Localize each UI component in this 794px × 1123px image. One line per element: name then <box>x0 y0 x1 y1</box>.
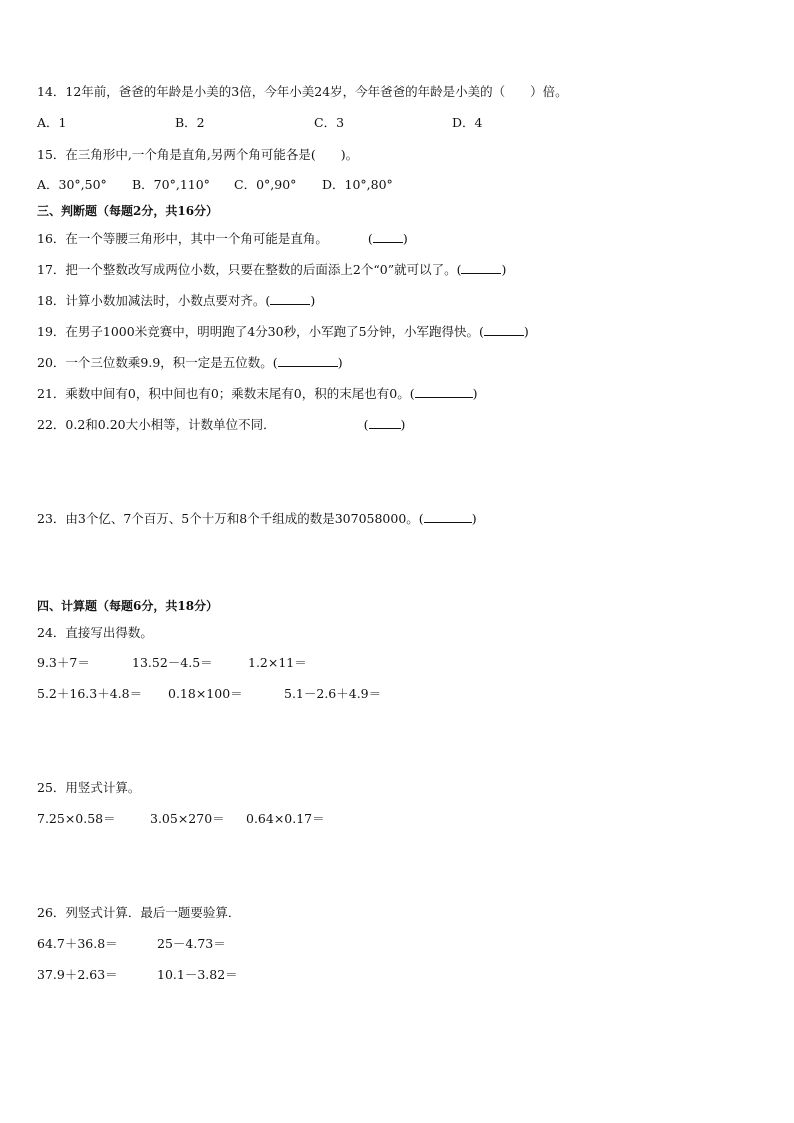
q24-expr-1: 9.3＋7＝ <box>37 655 90 670</box>
q21: 21．乘数中间有0，积中间也有0；乘数末尾有0，积的末尾也有0。( ) <box>37 386 478 401</box>
q24-expr-4: 5.2＋16.3＋4.8＝ <box>37 686 143 701</box>
q20-answer-blank[interactable] <box>278 354 338 367</box>
q26-stem: 26．列竖式计算．最后一题要验算． <box>37 905 241 920</box>
q26-expr-4: 10.1－3.82＝ <box>157 967 238 982</box>
q15-stem: 15．在三角形中,一个角是直角,另两个角可能各是( )。 <box>37 147 359 162</box>
q21-answer-blank[interactable] <box>415 385 473 398</box>
q19-answer-blank[interactable] <box>484 323 524 336</box>
q26-expr-2: 25－4.73＝ <box>157 936 226 951</box>
q14-option-c: C．3 <box>314 115 345 130</box>
q24-expr-6: 5.1－2.6＋4.9＝ <box>284 686 382 701</box>
q18: 18．计算小数加减法时，小数点要对齐。( ) <box>37 293 316 308</box>
q14-option-d: D．4 <box>452 115 483 130</box>
q14-option-b: B．2 <box>175 115 205 130</box>
q26-expr-3: 37.9＋2.63＝ <box>37 967 118 982</box>
q20: 20．一个三位数乘9.9，积一定是五位数。( ) <box>37 355 343 370</box>
q25-expr-1: 7.25×0.58＝ <box>37 811 116 826</box>
q14-stem: 14．12年前，爸爸的年龄是小美的3倍，今年小美24岁，今年爸爸的年龄是小美的（ ）倍。 <box>37 84 568 99</box>
q25-expr-2: 3.05×270＝ <box>150 811 225 826</box>
q16: 16．在一个等腰三角形中，其中一个角可能是直角。 ( ) <box>37 231 408 246</box>
q25-stem: 25．用竖式计算。 <box>37 780 141 795</box>
q24-expr-3: 1.2×11＝ <box>248 655 307 670</box>
q14-option-a: A．1 <box>37 115 67 130</box>
q24-stem: 24．直接写出得数。 <box>37 625 153 640</box>
q24-expr-5: 0.18×100＝ <box>168 686 243 701</box>
q18-answer-blank[interactable] <box>270 292 310 305</box>
q26-expr-1: 64.7＋36.8＝ <box>37 936 118 951</box>
q17: 17．把一个整数改写成两位小数，只要在整数的后面添上2个“0”就可以了。( ) <box>37 262 507 277</box>
q15-option-d: D．10°,80° <box>322 177 393 192</box>
q19: 19．在男子1000米竞赛中，明明跑了4分30秒，小军跑了5分钟，小军跑得快。( ) <box>37 324 529 339</box>
q22-answer-blank[interactable] <box>369 416 401 429</box>
q15-option-c: C．0°,90° <box>234 177 297 192</box>
q17-answer-blank[interactable] <box>461 261 501 274</box>
q25-expr-3: 0.64×0.17＝ <box>246 811 325 826</box>
q23-answer-blank[interactable] <box>424 510 472 523</box>
q15-option-a: A．30°,50° <box>37 177 107 192</box>
q22: 22．0.2和0.20大小相等，计数单位不同． ( ) <box>37 417 406 432</box>
q23: 23．由3个亿、7个百万、5个十万和8个千组成的数是307058000。( ) <box>37 511 477 526</box>
q24-expr-2: 13.52－4.5＝ <box>132 655 213 670</box>
q16-answer-blank[interactable] <box>373 230 403 243</box>
section-3-title: 三、判断题（每题2分，共16分） <box>37 204 219 218</box>
section-4-title: 四、计算题（每题6分，共18分） <box>37 599 219 613</box>
q15-option-b: B．70°,110° <box>132 177 210 192</box>
